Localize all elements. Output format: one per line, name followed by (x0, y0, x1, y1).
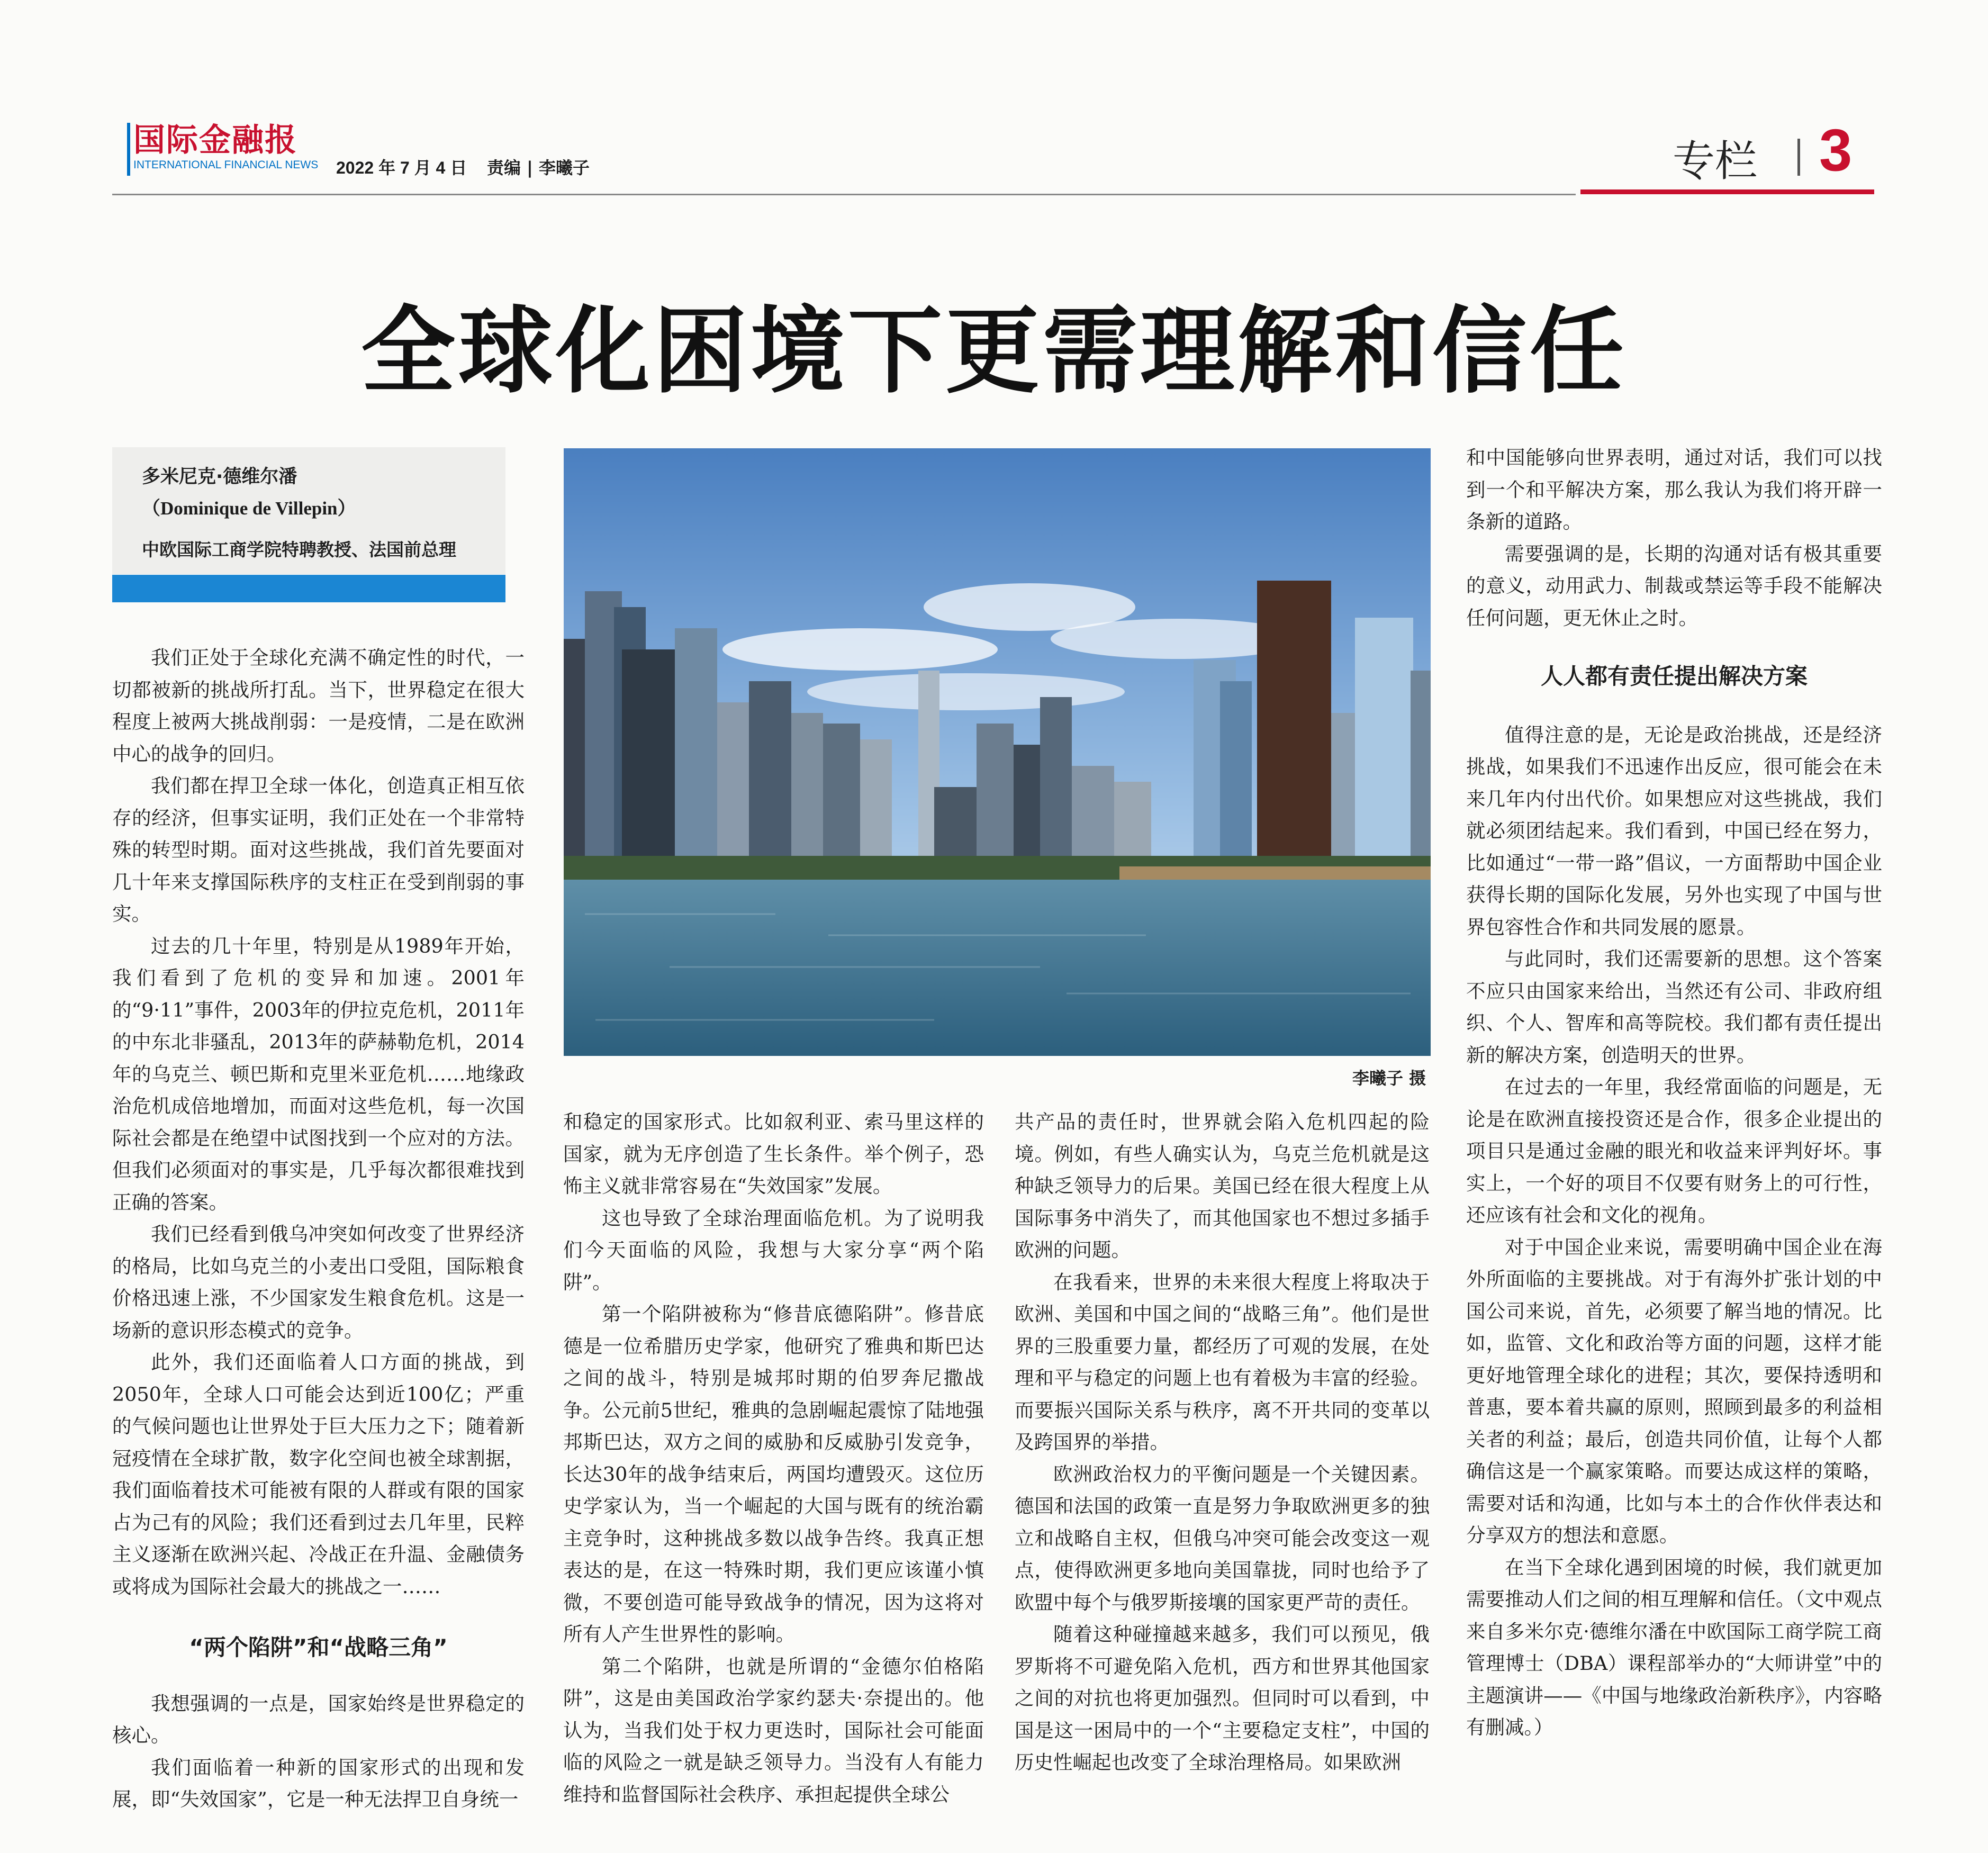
article-column-3 (1015, 1106, 1430, 1779)
header-rule (112, 194, 1576, 195)
paragraph: 值得注意的是，无论是政治挑战，还是经济挑战，如果我们不迅速作出反应，很可能会在未来几年内付出代价。如果想应对这些挑战，我们就必须团结起来。我们看到，中国已经在努力，比如通过“一带一路”倡议，一方面帮助中国企业获得长期的国际化发展，另外也实现了中国与世界包容性合作和共同发展的愿景。 (1466, 723, 1882, 938)
article-column-1 (112, 642, 525, 1816)
city-skyline-photo (564, 448, 1431, 1056)
paragraph: 第一个陷阱被称为“修昔底德陷阱”。修昔底德是一位希腊历史学家，他研究了雅典和斯巴达之间的战斗，特别是城邦时期的伯罗奔尼撒战争。公元前5世纪，雅典的急剧崛起震惊了陆地强邦斯巴达，双方之间的威胁和反威胁引发竞争，长达30年的战争结束后，两国均遭毁灭。这位历史学家认为，当一个崛起的大国与既有的统治霸主竞争时，这种挑战多数以战争告终。我真正想表达的是，在这一特殊时期，我们更应该谨小慎微，不要创造可能导致战争的情况，因为这将对所有人产生世界性的影响。 (563, 1303, 984, 1646)
author-title: 中欧国际工商学院特聘教授、法国前总理 (142, 539, 456, 560)
paragraph: 过去的几十年里，特别是从1989年开始，我们看到了危机的变异和加速。2001年的“9·11”事件，2003年的伊拉克危机，2011年的中东北非骚乱，2013年的萨赫勒危机，2014年的乌克兰、顿巴斯和克里米亚危机……地缘政治危机成倍地增加，而面对这些危机，每一次国际社会都是在绝望中试图找到一个应对的方法。但我们必须面对的事实是，几乎每次都很难找到正确的答案。 (112, 934, 525, 1214)
header-red-rule (1580, 189, 1874, 194)
page-number: 3 (1819, 117, 1853, 183)
article-headline: 全球化困境下更需理解和信任 (361, 296, 1627, 406)
section-divider (1797, 139, 1800, 176)
paragraph: 我想强调的一点是，国家始终是世界稳定的核心。 (112, 1692, 525, 1747)
paragraph: 这也导致了全球治理面临危机。为了说明我们今天面临的风险，我想与大家分享“两个陷阱”。 (563, 1206, 984, 1294)
paragraph: 和中国能够向世界表明，通过对话，我们可以找到一个和平解决方案，那么我认为我们将开辟一条新的道路。 (1466, 446, 1882, 533)
paragraph: 对于中国企业来说，需要明确中国企业在海外所面临的主要挑战。对于有海外扩张计划的中国公司来说，首先，必须要了解当地的情况。比如，监管、文化和政治等方面的问题，这样才能更好地管理全球化的进程；其次，要保持透明和普惠，要本着共赢的原则，照顾到最多的利益相关者的利益；最后，创造共同价值，让每个人都确信这是一个赢家策略。而要达成这样的策略，需要对话和沟通，比如与本土的合作伙伴表达和分享双方的想法和意愿。 (1466, 1235, 1882, 1547)
paragraph: 共产品的责任时，世界就会陷入危机四起的险境。例如，有些人确实认为，乌克兰危机就是这种缺乏领导力的后果。美国已经在很大程度上从国际事务中消失了，而其他国家也不想过多插手欧洲的问题。 (1015, 1110, 1430, 1261)
issue-date: 2022 年 7 月 4 日 (336, 158, 467, 177)
section-name: 专栏 (1673, 137, 1757, 186)
author-name: 多米尼克·德维尔潘 (142, 466, 297, 487)
paragraph: 与此同时，我们还需要新的思想。这个答案不应只由国家来给出，当然还有公司、非政府组织、个人、智库和高等院校。我们都有责任提出新的解决方案，创造明天的世界。 (1466, 947, 1882, 1066)
paragraph: 我们面临着一种新的国家形式的出现和发展，即“失效国家”，它是一种无法捍卫自身统一 (112, 1756, 525, 1811)
paragraph: 我们都在捍卫全球一体化，创造真正相互依存的经济，但事实证明，我们正处在一个非常特殊的转型时期。面对这些挑战，我们首先要面对几十年来支撑国际秩序的支柱正在受到削弱的事实。 (112, 774, 525, 925)
article-column-2 (563, 1106, 984, 1811)
editor-credit: 责编 | 李曦子 (487, 158, 590, 178)
paragraph: 在当下全球化遇到困境的时候，我们就更加需要推动人们之间的相互理解和信任。（文中观点来自多米尔克·德维尔潘在中欧国际工商学院工商管理博士（DBA）课程部举办的“大师讲堂”中的主题演讲——《中国与地缘政治新秩序》，内容略有删减。） (1466, 1556, 1882, 1739)
paragraph: 欧洲政治权力的平衡问题是一个关键因素。德国和法国的政策一直是努力争取欧洲更多的独立和战略自主权，但俄乌冲突可能会改变这一观点，使得欧洲更多地向美国靠拢，同时也给予了欧盟中每个与俄罗斯接壤的国家更严苛的责任。 (1015, 1462, 1430, 1614)
paragraph: 我们已经看到俄乌冲突如何改变了世界经济的格局，比如乌克兰的小麦出口受阻，国际粮食价格迅速上涨，不少国家发生粮食危机。这是一场新的意识形态模式的竞争。 (112, 1223, 525, 1342)
photo-credit: 李曦子 摄 (1352, 1068, 1426, 1088)
logo-accent-bar (127, 123, 130, 176)
paragraph: 和稳定的国家形式。比如叙利亚、索马里这样的国家，就为无序创造了生长条件。举个例子，恐怖主义就非常容易在“失效国家”发展。 (563, 1110, 984, 1197)
logo-chinese: 国际金融报 (133, 122, 297, 159)
subheading: 人人都有责任提出解决方案 (1540, 663, 1808, 689)
paragraph: 此外，我们还面临着人口方面的挑战，到2050年，全球人口可能会达到近100亿；严重的气候问题也让世界处于巨大压力之下；随着新冠疫情在全球扩散，数字化空间也被全球割据，我们面临着技术可能被有限的人群或有限的国家占为己有的风险；我们还看到过去几年里，民粹主义逐渐在欧洲兴起、冷战正在升温、金融债务或将成为国际社会最大的挑战之一…… (112, 1351, 525, 1598)
paragraph: 需要强调的是，长期的沟通对话有极其重要的意义，动用武力、制裁或禁运等手段不能解决任何问题，更无休止之时。 (1466, 542, 1882, 629)
paragraph: 在过去的一年里，我经常面临的问题是，无论是在欧洲直接投资还是合作，很多企业提出的项目只是通过金融的眼光和收益来评判好坏。事实上，一个好的项目不仅要有财务上的可行性，还应该有社会和文化的视角。 (1466, 1075, 1882, 1226)
paragraph: 我们正处于全球化充满不确定性的时代，一切都被新的挑战所打乱。当下，世界稳定在很大程度上被两大挑战削弱：一是疫情，二是在欧洲中心的战争的回归。 (112, 646, 525, 765)
logo-english: INTERNATIONAL FINANCIAL NEWS (133, 159, 319, 171)
skyline-illustration (564, 448, 1431, 1056)
article-column-4 (1466, 442, 1882, 1744)
author-accent-bar (112, 575, 505, 602)
paragraph: 在我看来，世界的未来很大程度上将取决于欧洲、美国和中国之间的“战略三角”。他们是世界的三股重要力量，都经历了可观的发展，在处理和平与稳定的问题上也有着极为丰富的经验。而要振兴国际关系与秩序，离不开共同的变革以及跨国界的举措。 (1015, 1270, 1430, 1453)
subheading: “两个陷阱”和“战略三角” (189, 1634, 448, 1660)
paragraph: 随着这种碰撞越来越多，我们可以预见，俄罗斯将不可避免陷入危机，西方和世界其他国家之间的对抗也将更加强烈。但同时可以看到，中国是这一困局中的一个“主要稳定支柱”，中国的历史性崛起也改变了全球治理格局。如果欧洲 (1015, 1623, 1430, 1774)
author-name-english: （Dominique de Villepin） (142, 498, 356, 519)
paragraph: 第二个陷阱，也就是所谓的“金德尔伯格陷阱”，这是由美国政治学家约瑟夫·奈提出的。他认为，当我们处于权力更迭时，国际社会可能面临的风险之一就是缺乏领导力。当没有人有能力维持和监督国际社会秩序、承担起提供全球公 (563, 1655, 984, 1806)
